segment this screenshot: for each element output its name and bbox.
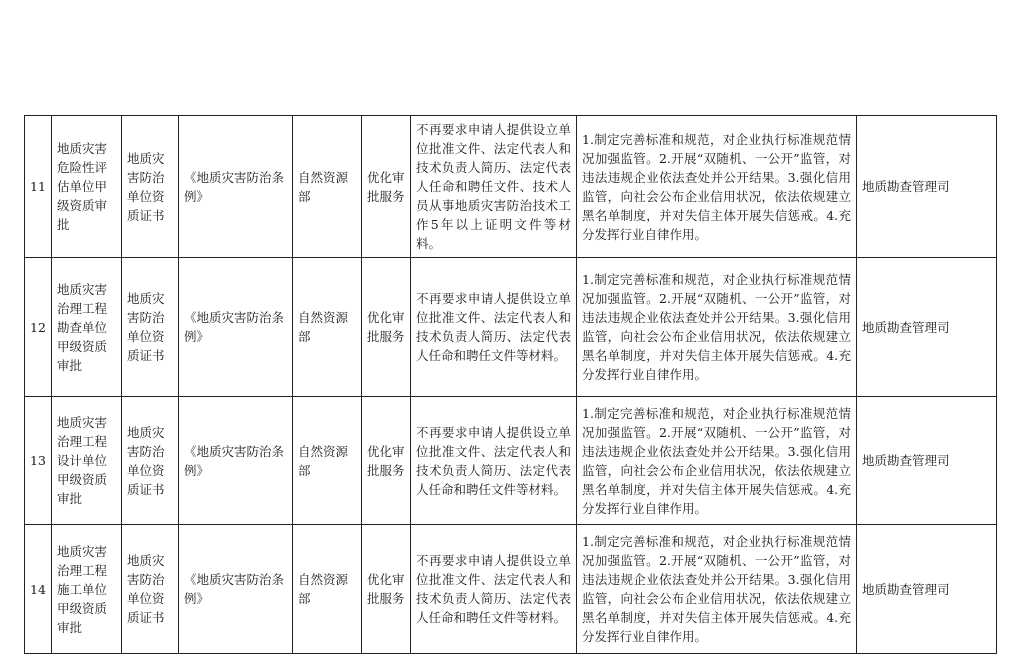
table-row (25, 116, 997, 258)
approval-department: 自然资源部 (293, 525, 362, 654)
table-row (25, 525, 997, 654)
certificate-name: 地质灾害防治单位资质证书 (122, 525, 179, 654)
table-row (25, 258, 997, 397)
reform-method: 优化审批服务 (362, 258, 411, 397)
table-row (25, 397, 997, 525)
responsible-office: 地质勘查管理司 (857, 525, 997, 654)
legal-basis: 《地质灾害防治条例》 (179, 397, 293, 525)
legal-basis: 《地质灾害防治条例》 (179, 258, 293, 397)
reform-method: 优化审批服务 (362, 397, 411, 525)
item-name: 地质灾害治理工程设计单位甲级资质审批 (52, 397, 122, 525)
reform-measures: 不再要求申请人提供设立单位批准文件、法定代表人和技术负责人简历、法定代表人任命和聘任文件、技术人员从事地质灾害防治技术工作5年以上证明文件等材料。 (411, 116, 577, 258)
row-number: 14 (25, 525, 52, 654)
certificate-name: 地质灾害防治单位资质证书 (122, 397, 179, 525)
reform-measures: 不再要求申请人提供设立单位批准文件、法定代表人和技术负责人简历、法定代表人任命和聘任文件等材料。 (411, 397, 577, 525)
approval-department: 自然资源部 (293, 116, 362, 258)
reform-measures: 不再要求申请人提供设立单位批准文件、法定代表人和技术负责人简历、法定代表人任命和聘任文件等材料。 (411, 525, 577, 654)
item-name: 地质灾害危险性评估单位甲级资质审批 (52, 116, 122, 258)
item-name: 地质灾害治理工程勘查单位甲级资质审批 (52, 258, 122, 397)
item-name: 地质灾害治理工程施工单位甲级资质审批 (52, 525, 122, 654)
supervision-measures: 1.制定完善标准和规范，对企业执行标准规范情况加强监管。2.开展“双随机、一公开”监管，对违法违规企业依法查处并公开结果。3.强化信用监管，向社会公布企业信用状况，依法依规建立黑名单制度，并对失信主体开展失信惩戒。4.充分发挥行业自律作用。 (577, 397, 857, 525)
responsible-office: 地质勘查管理司 (857, 258, 997, 397)
legal-basis: 《地质灾害防治条例》 (179, 525, 293, 654)
row-number: 11 (25, 116, 52, 258)
approval-reform-table (24, 115, 997, 654)
row-number: 12 (25, 258, 52, 397)
supervision-measures: 1.制定完善标准和规范，对企业执行标准规范情况加强监管。2.开展“双随机、一公开”监管，对违法违规企业依法查处并公开结果。3.强化信用监管，向社会公布企业信用状况，依法依规建立黑名单制度，并对失信主体开展失信惩戒。4.充分发挥行业自律作用。 (577, 525, 857, 654)
reform-method: 优化审批服务 (362, 116, 411, 258)
approval-department: 自然资源部 (293, 258, 362, 397)
certificate-name: 地质灾害防治单位资质证书 (122, 258, 179, 397)
approval-department: 自然资源部 (293, 397, 362, 525)
reform-method: 优化审批服务 (362, 525, 411, 654)
supervision-measures: 1.制定完善标准和规范，对企业执行标准规范情况加强监管。2.开展“双随机、一公开”监管，对违法违规企业依法查处并公开结果。3.强化信用监管，向社会公布企业信用状况，依法依规建立黑名单制度，并对失信主体开展失信惩戒。4.充分发挥行业自律作用。 (577, 116, 857, 258)
responsible-office: 地质勘查管理司 (857, 397, 997, 525)
legal-basis: 《地质灾害防治条例》 (179, 116, 293, 258)
supervision-measures: 1.制定完善标准和规范，对企业执行标准规范情况加强监管。2.开展“双随机、一公开”监管，对违法违规企业依法查处并公开结果。3.强化信用监管，向社会公布企业信用状况，依法依规建立黑名单制度，并对失信主体开展失信惩戒。4.充分发挥行业自律作用。 (577, 258, 857, 397)
responsible-office: 地质勘查管理司 (857, 116, 997, 258)
reform-measures: 不再要求申请人提供设立单位批准文件、法定代表人和技术负责人简历、法定代表人任命和聘任文件等材料。 (411, 258, 577, 397)
row-number: 13 (25, 397, 52, 525)
certificate-name: 地质灾害防治单位资质证书 (122, 116, 179, 258)
